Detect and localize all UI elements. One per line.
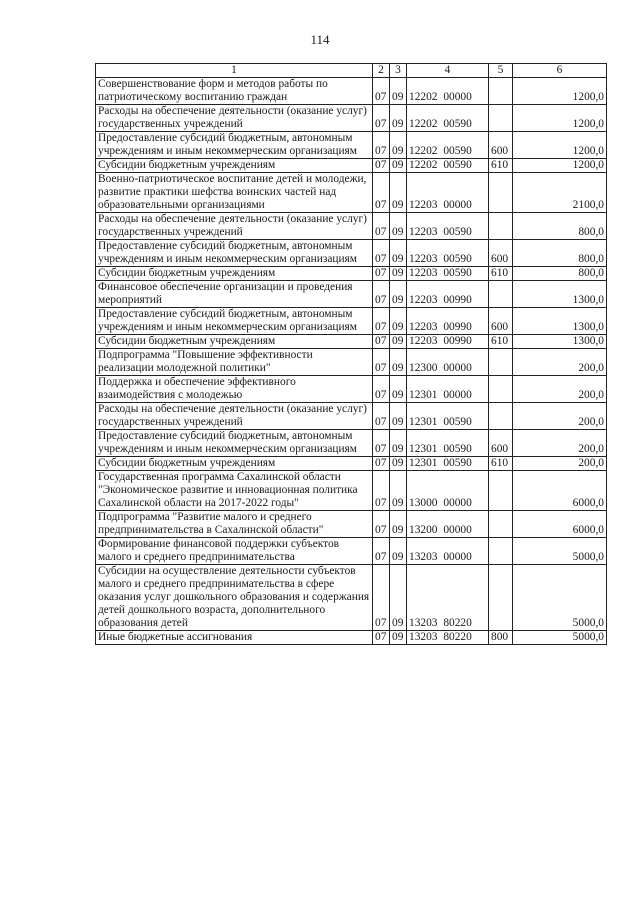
row-subsection: 09: [390, 159, 407, 173]
row-name: Поддержка и обеспечение эффективного взаимодействия с молодежью: [96, 376, 373, 403]
row-subsection: 09: [390, 565, 407, 631]
row-subsection: 09: [390, 430, 407, 457]
row-name: Расходы на обеспечение деятельности (оказание услуг) государственных учреждений: [96, 213, 373, 240]
row-target-code: 12203 00590: [407, 240, 489, 267]
table-row: [96, 281, 607, 308]
table-row: [96, 376, 607, 403]
row-name: Субсидии бюджетным учреждениям: [96, 159, 373, 173]
row-subsection: 09: [390, 511, 407, 538]
row-expense-type: 610: [489, 159, 513, 173]
row-section: 07: [373, 631, 390, 645]
table-row: [96, 430, 607, 457]
row-expense-type: [489, 565, 513, 631]
row-name: Субсидии бюджетным учреждениям: [96, 457, 373, 471]
row-expense-type: [489, 281, 513, 308]
row-target-code: 13203 00000: [407, 538, 489, 565]
row-target-code: 12203 00590: [407, 213, 489, 240]
row-target-code: 12301 00590: [407, 430, 489, 457]
row-target-code: 12203 00990: [407, 281, 489, 308]
row-subsection: 09: [390, 631, 407, 645]
row-name: Субсидии на осуществление деятельности субъектов малого и среднего предпринимательства в сфере оказания услуг дошкольного образования и содержания детей дошкольного возраста, дополнительного образования детей: [96, 565, 373, 631]
row-expense-type: 600: [489, 132, 513, 159]
row-subsection: 09: [390, 173, 407, 213]
table-row: [96, 457, 607, 471]
row-expense-type: [489, 213, 513, 240]
row-section: 07: [373, 240, 390, 267]
row-name: Расходы на обеспечение деятельности (оказание услуг) государственных учреждений: [96, 403, 373, 430]
row-target-code: 12202 00590: [407, 159, 489, 173]
table-row: [96, 511, 607, 538]
row-expense-type: [489, 173, 513, 213]
row-target-code: 12301 00590: [407, 403, 489, 430]
table-row: [96, 105, 607, 132]
row-section: 07: [373, 267, 390, 281]
row-target-code: 12301 00590: [407, 457, 489, 471]
row-target-code: 12203 00990: [407, 335, 489, 349]
row-section: 07: [373, 430, 390, 457]
table-row: [96, 349, 607, 376]
row-amount: 6000,0: [513, 511, 607, 538]
row-section: 07: [373, 376, 390, 403]
row-expense-type: [489, 403, 513, 430]
header-col-6: 6: [513, 64, 607, 78]
row-expense-type: 600: [489, 240, 513, 267]
row-amount: 6000,0: [513, 471, 607, 511]
table-row: [96, 471, 607, 511]
row-section: 07: [373, 132, 390, 159]
row-expense-type: [489, 511, 513, 538]
row-expense-type: [489, 105, 513, 132]
row-section: 07: [373, 281, 390, 308]
row-target-code: 13203 80220: [407, 565, 489, 631]
row-subsection: 09: [390, 105, 407, 132]
row-name: Субсидии бюджетным учреждениям: [96, 267, 373, 281]
row-section: 07: [373, 173, 390, 213]
row-name: Предоставление субсидий бюджетным, автономным учреждениям и иным некоммерческим организациям: [96, 308, 373, 335]
row-section: 07: [373, 471, 390, 511]
table-row: [96, 565, 607, 631]
row-expense-type: 600: [489, 430, 513, 457]
row-expense-type: 610: [489, 457, 513, 471]
row-subsection: 09: [390, 403, 407, 430]
row-amount: 5000,0: [513, 565, 607, 631]
row-name: Предоставление субсидий бюджетным, автономным учреждениям и иным некоммерческим организациям: [96, 240, 373, 267]
row-amount: 1300,0: [513, 281, 607, 308]
row-expense-type: 800: [489, 631, 513, 645]
row-subsection: 09: [390, 349, 407, 376]
row-section: 07: [373, 159, 390, 173]
row-amount: 2100,0: [513, 173, 607, 213]
table-row: [96, 132, 607, 159]
row-name: Формирование финансовой поддержки субъектов малого и среднего предпринимательства: [96, 538, 373, 565]
table-row: [96, 335, 607, 349]
header-col-1: 1: [96, 64, 373, 78]
table-row: [96, 213, 607, 240]
row-target-code: 13200 00000: [407, 511, 489, 538]
row-amount: 800,0: [513, 240, 607, 267]
row-name: Военно-патриотическое воспитание детей и молодежи, развитие практики шефства воинских частей над образовательными организациями: [96, 173, 373, 213]
row-amount: 1200,0: [513, 78, 607, 105]
row-section: 07: [373, 308, 390, 335]
row-amount: 800,0: [513, 213, 607, 240]
table-row: [96, 267, 607, 281]
row-subsection: 09: [390, 457, 407, 471]
row-name: Государственная программа Сахалинской области "Экономическое развитие и инновационная политика Сахалинской области на 2017-2022 годы": [96, 471, 373, 511]
row-amount: 1300,0: [513, 335, 607, 349]
row-name: Подпрограмма "Развитие малого и среднего предпринимательства в Сахалинской области": [96, 511, 373, 538]
row-name: Расходы на обеспечение деятельности (оказание услуг) государственных учреждений: [96, 105, 373, 132]
row-name: Иные бюджетные ассигнования: [96, 631, 373, 645]
row-section: 07: [373, 105, 390, 132]
row-expense-type: [489, 376, 513, 403]
row-subsection: 09: [390, 132, 407, 159]
row-section: 07: [373, 457, 390, 471]
row-subsection: 09: [390, 267, 407, 281]
row-amount: 1200,0: [513, 159, 607, 173]
row-expense-type: 600: [489, 308, 513, 335]
row-target-code: 12203 00990: [407, 308, 489, 335]
row-target-code: 12301 00000: [407, 376, 489, 403]
row-target-code: 13203 80220: [407, 631, 489, 645]
row-name: Финансовое обеспечение организации и проведения мероприятий: [96, 281, 373, 308]
table-row: [96, 631, 607, 645]
row-amount: 200,0: [513, 403, 607, 430]
page-number: 114: [310, 32, 330, 47]
row-expense-type: [489, 538, 513, 565]
row-expense-type: [489, 349, 513, 376]
row-section: 07: [373, 403, 390, 430]
row-target-code: 12202 00590: [407, 132, 489, 159]
header-col-2: 2: [373, 64, 390, 78]
row-name: Подпрограмма "Повышение эффективности реализации молодежной политики": [96, 349, 373, 376]
row-target-code: 12202 00590: [407, 105, 489, 132]
row-section: 07: [373, 349, 390, 376]
header-col-3: 3: [390, 64, 407, 78]
table-row: [96, 308, 607, 335]
row-name: Предоставление субсидий бюджетным, автономным учреждениям и иным некоммерческим организациям: [96, 132, 373, 159]
row-subsection: 09: [390, 308, 407, 335]
row-amount: 5000,0: [513, 538, 607, 565]
row-amount: 1200,0: [513, 105, 607, 132]
row-amount: 200,0: [513, 349, 607, 376]
row-name: Совершенствование форм и методов работы по патриотическому воспитанию граждан: [96, 78, 373, 105]
table-header-row: [96, 64, 607, 78]
row-subsection: 09: [390, 335, 407, 349]
header-col-5: 5: [489, 64, 513, 78]
row-amount: 1300,0: [513, 308, 607, 335]
row-target-code: 12300 00000: [407, 349, 489, 376]
row-name: Предоставление субсидий бюджетным, автономным учреждениям и иным некоммерческим организациям: [96, 430, 373, 457]
row-subsection: 09: [390, 538, 407, 565]
row-subsection: 09: [390, 213, 407, 240]
row-subsection: 09: [390, 281, 407, 308]
row-target-code: 12203 00000: [407, 173, 489, 213]
row-name: Субсидии бюджетным учреждениям: [96, 335, 373, 349]
row-subsection: 09: [390, 471, 407, 511]
table-row: [96, 403, 607, 430]
row-subsection: 09: [390, 240, 407, 267]
row-section: 07: [373, 335, 390, 349]
table-row: [96, 173, 607, 213]
row-target-code: 12202 00000: [407, 78, 489, 105]
row-section: 07: [373, 565, 390, 631]
row-section: 07: [373, 511, 390, 538]
row-amount: 800,0: [513, 267, 607, 281]
row-section: 07: [373, 538, 390, 565]
table-row: [96, 240, 607, 267]
row-expense-type: [489, 471, 513, 511]
row-target-code: 12203 00590: [407, 267, 489, 281]
row-amount: 200,0: [513, 430, 607, 457]
row-section: 07: [373, 213, 390, 240]
row-amount: 1200,0: [513, 132, 607, 159]
row-section: 07: [373, 78, 390, 105]
row-amount: 200,0: [513, 376, 607, 403]
row-expense-type: [489, 78, 513, 105]
table-row: [96, 538, 607, 565]
row-expense-type: 610: [489, 267, 513, 281]
row-target-code: 13000 00000: [407, 471, 489, 511]
row-subsection: 09: [390, 78, 407, 105]
header-col-4: 4: [407, 64, 489, 78]
row-subsection: 09: [390, 376, 407, 403]
row-amount: 200,0: [513, 457, 607, 471]
row-expense-type: 610: [489, 335, 513, 349]
budget-table: [95, 63, 607, 645]
table-row: [96, 78, 607, 105]
row-amount: 5000,0: [513, 631, 607, 645]
table-row: [96, 159, 607, 173]
